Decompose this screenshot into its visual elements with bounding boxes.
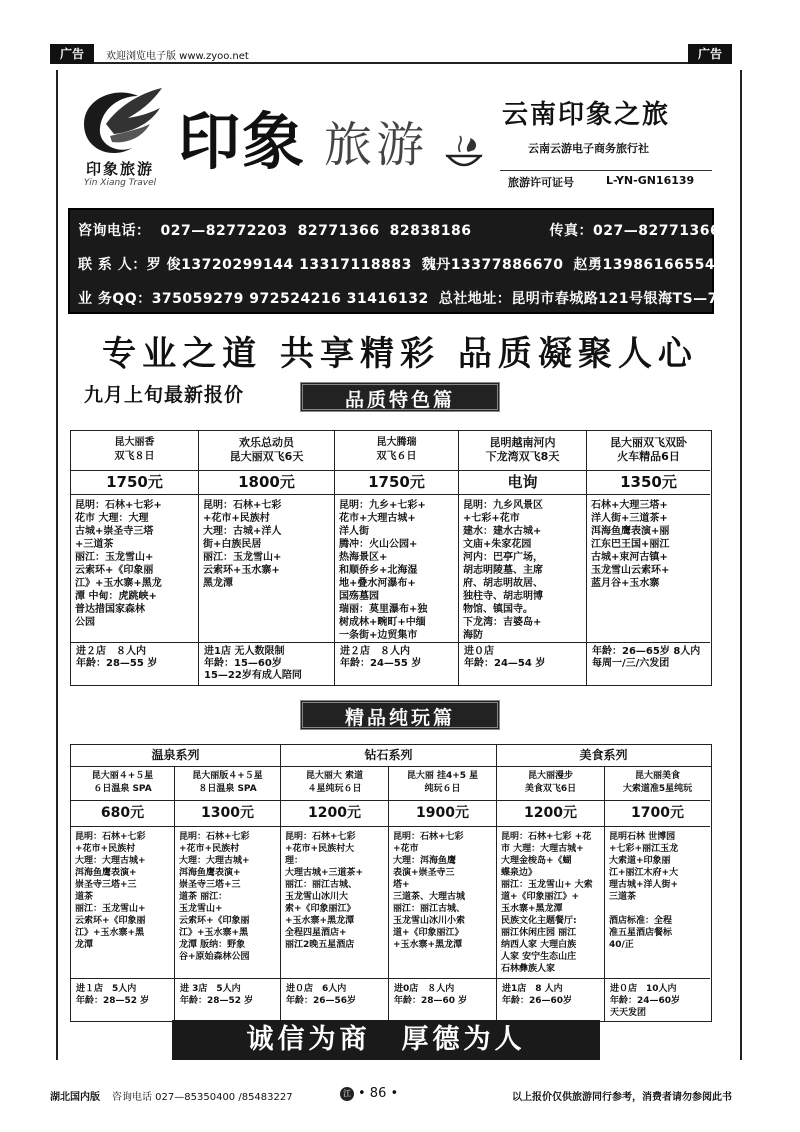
route-conditions: 进１店 5人内 年龄：28—52 岁: [76, 984, 150, 1006]
contact-box: [68, 208, 721, 314]
route-column: [389, 767, 497, 1021]
route-itinerary: 昆明：九乡风景区 +七彩+花市 建水：建水古城+ 文庙+朱家花园 河内：巴亭广场， 胡志明陵墓、主席 府、胡志明故居、 独柱寺、胡志明博 物馆、镇国寺。 下龙湾：吉婆岛+ 海防: [459, 495, 586, 643]
bottom-slogan: 诚信为商 厚德为人: [172, 1020, 600, 1060]
qq-label: 业 务QQ：: [78, 291, 152, 307]
route-itinerary: 昆明石林 世博园 +七彩+丽江玉龙 大索道+印象丽 江+丽江木府+大 理古城+洋人街+ 三道茶 酒店标准：全程 准五星酒店餐标 40/正: [605, 827, 710, 979]
ad-label-right: 广告: [688, 44, 732, 64]
license-label: 旅游许可证号: [508, 176, 574, 189]
phone-2: 82771366: [297, 223, 380, 239]
route-itinerary: 昆明：石林+七彩 +花市 大理：洱海鱼鹰 表演+崇圣寺三 塔+ 三道茶、大理古城 丽江：丽江古城、 玉龙雪山冰川小索 道+《印象丽江》 +玉水寨+黑龙潭: [389, 827, 496, 979]
top-bar: [50, 44, 732, 64]
left-frame-line: [56, 70, 64, 1060]
section-banner-quality: 品质特色篇: [300, 382, 500, 412]
route-price: 电询: [459, 471, 586, 495]
route-conditions: 进０店 10人内 年龄：24—60岁 天天发团: [610, 984, 681, 1018]
route-column: [497, 767, 605, 1021]
person-label: 联 系 人：: [78, 257, 147, 273]
phone-3: 82838186: [389, 223, 472, 239]
contact-person-row: [78, 254, 725, 274]
disclaimer: 以上报价仅供旅游同行参考，消费者请勿参阅此书: [512, 1092, 732, 1103]
license-divider: [500, 170, 712, 171]
route-price: 1200元: [281, 801, 388, 827]
route-name: 昆大丽大 索道 ４星纯玩６日: [281, 767, 388, 801]
series-food: 美食系列: [579, 748, 628, 762]
section-banner-premium: 精品纯玩篇: [300, 700, 500, 730]
route-name: 昆大丽版４+５星 ８日温泉 SPA: [175, 767, 280, 801]
route-name: 昆明越南河内 下龙湾双飞8天: [459, 431, 586, 471]
quality-routes-table: [70, 430, 712, 686]
agency-name: 云南云游电子商务旅行社: [528, 142, 649, 155]
route-itinerary: 昆明：石林+七彩 +花市+民族村 大理：大理古城+ 洱海鱼鹰表演+ 崇圣寺三塔+三 道茶 丽江：玉龙雪山+ 云索环+《印象丽 江》+玉水寨+黑 龙潭: [71, 827, 174, 979]
route-price: 1900元: [389, 801, 496, 827]
main-slogan: 专业之道 共享精彩 品质凝聚人心: [102, 334, 698, 374]
route-itinerary: 昆明：石林+七彩 +花 市 大理：大理古城+ 大理金梭岛+《蝴 蝶泉边》 丽江：玉龙雪山+ 大索 道+《印象丽江》+ 玉水寨+黑龙潭 民族文化主题餐厅: 丽江休闲庄园 丽江 纳西人家 大理白族 人家 安宁生态山庄 石林彝族人家: [497, 827, 604, 979]
route-itinerary: 昆明：石林+七彩+ 花市 大理：大理 古城+崇圣寺三塔 +三道茶 丽江：玉龙雪山+ 云索环+《印象丽 江》+玉水寨+黑龙 潭 中甸：虎跳峡+ 普达措国家森林 公园: [71, 495, 198, 643]
route-price: 1800元: [199, 471, 334, 495]
route-price: 680元: [71, 801, 174, 827]
route-price: 1300元: [175, 801, 280, 827]
route-name: 昆大丽香 双飞８日: [71, 431, 198, 471]
route-itinerary: 石林+大理三塔+ 洋人街+三道茶+ 洱海鱼鹰表演+丽 江东巴王国+丽江 古城+束河古镇+ 玉龙雪山云索环+ 蓝月谷+玉水寨: [587, 495, 710, 643]
series-diamond: 钻石系列: [281, 745, 497, 766]
route-name: 欢乐总动员 昆大丽双飞6天: [199, 431, 334, 471]
route-name: 昆大丽 挂4+5 星 纯玩６日: [389, 767, 496, 801]
premium-routes-table: [70, 744, 712, 1022]
person-2: 魏丹13377886670: [421, 257, 564, 273]
route-price: 1700元: [605, 801, 710, 827]
route-column: [71, 767, 175, 1021]
route-column: [335, 431, 459, 685]
route-name: 昆大丽美食 大索道准5星纯玩: [605, 767, 710, 801]
route-itinerary: 昆明：石林+七彩 +花市+民族村 大理：古城+洋人 街+白族民居 丽江：玉龙雪山+ 云索环+玉水寨+ 黑龙潭: [199, 495, 334, 643]
route-column: [605, 767, 710, 1021]
qq-numbers: 375059279 972524216 31416132: [151, 291, 429, 307]
route-column: [587, 431, 710, 685]
route-itinerary: 昆明：石林+七彩 +花市+民族村 大理：大理古城+ 洱海鱼鹰表演+ 崇圣寺三塔+三 道茶 丽江： 玉龙雪山+ 云索环+《印象丽 江》+玉水寨+黑 龙潭 版纳：野象 谷+原始森林公园: [175, 827, 280, 979]
right-frame-line: [734, 70, 742, 1060]
contact-phone-row: [78, 220, 730, 240]
edition-label: 湖北国内版: [50, 1092, 100, 1103]
contact-qq-row: [78, 288, 728, 308]
person-1: 罗 俊13720299144 13317118883: [146, 257, 412, 273]
route-column: [199, 431, 335, 685]
route-column: [459, 431, 587, 685]
bowl-icon: [444, 134, 484, 174]
brand-header: [70, 78, 714, 198]
route-column: [175, 767, 281, 1021]
route-conditions: 进 3店 5人内 年龄：28—52 岁: [180, 984, 254, 1006]
footer-phone: 咨询电话 027—85350400 /85483227: [112, 1092, 293, 1103]
edition-badge-icon: 江: [340, 1087, 354, 1101]
route-conditions: 进1店 8 人内 年龄：26—60岁: [502, 984, 573, 1006]
address-label: 总社地址：: [438, 291, 512, 307]
page-number: • 86 •: [358, 1086, 399, 1101]
brand-title-lvyou: 旅游: [324, 117, 429, 173]
route-price: 1200元: [497, 801, 604, 827]
premium-route-columns: [71, 767, 711, 1021]
page-number-area: [340, 1086, 398, 1101]
address: 昆明市春城路121号银海TS—7: [511, 291, 718, 307]
wing-logo-icon: [76, 84, 164, 160]
route-name: 昆大丽双飞双卧 火车精品6日: [587, 431, 710, 471]
route-itinerary: 昆明：石林+七彩 +花市+民族村大 理： 大理古城+三道茶+ 丽江：丽江古城、 玉龙雪山冰川大 索+《印象丽江》 +玉水寨+黑龙潭 全程四星酒店+ 丽江2晚五星酒店: [281, 827, 388, 979]
route-column: [281, 767, 389, 1021]
ad-label-left: 广告: [50, 44, 94, 64]
route-name: 昆大腾瑞 双飞６日: [335, 431, 458, 471]
route-itinerary: 昆明：九乡+七彩+ 花市+大理古城+ 洋人街 腾冲：火山公园+ 热海景区+ 和顺侨乡+北海湿 地+叠水河瀑布+ 国殇墓园 瑞丽：莫里瀑布+独 树成林+畹町+中缅 一条街+边贸集市: [335, 495, 458, 643]
route-conditions: 进０店 年龄：24—54 岁: [464, 646, 546, 669]
route-conditions: 进２店 ８人内 年龄：28—55 岁: [76, 646, 158, 669]
series-header-row: [71, 745, 711, 767]
fax-number: 027—82771366: [593, 223, 721, 239]
phone-1: 027—82772203: [160, 223, 288, 239]
price-date-title: 九月上旬最新报价: [84, 384, 245, 406]
route-price: 1750元: [335, 471, 458, 495]
series-hot-spring: 温泉系列: [71, 745, 281, 766]
route-conditions: 进２店 ８人内 年龄：24—55 岁: [340, 646, 422, 669]
brand-title-yinxiang: 印象: [178, 105, 307, 178]
logo-chinese-name: 印象旅游: [85, 160, 154, 178]
route-name: 昆大丽４+５星 ６日温泉 SPA: [71, 767, 174, 801]
route-price: 1750元: [71, 471, 198, 495]
brand-slogan: 云南印象之旅: [502, 100, 671, 130]
route-conditions: 进1店 无人数限制 年龄：15—60岁 15—22岁有成人陪同: [204, 646, 302, 681]
phone-label: 咨询电话：: [78, 223, 151, 239]
route-column: [71, 431, 199, 685]
welcome-text: 欢迎浏览电子版 www.zyoo.net: [106, 51, 249, 62]
license-number: L-YN-GN16139: [606, 174, 695, 187]
page-footer: [50, 1086, 732, 1104]
logo-english-name: Yin Xiang Travel: [83, 178, 157, 188]
route-price: 1350元: [587, 471, 710, 495]
person-3: 赵勇13986166554: [573, 257, 716, 273]
fax-label: 传真：: [549, 223, 594, 239]
route-conditions: 进０店 6人内 年龄：26—56岁: [286, 984, 357, 1006]
route-conditions: 进0店 ８人内 年龄：28—60 岁: [394, 984, 468, 1006]
route-name: 昆大丽漫步 美食双飞6日: [497, 767, 604, 801]
route-conditions: 年龄：26—65岁 8人内 每周一/三/六发团: [592, 646, 701, 669]
